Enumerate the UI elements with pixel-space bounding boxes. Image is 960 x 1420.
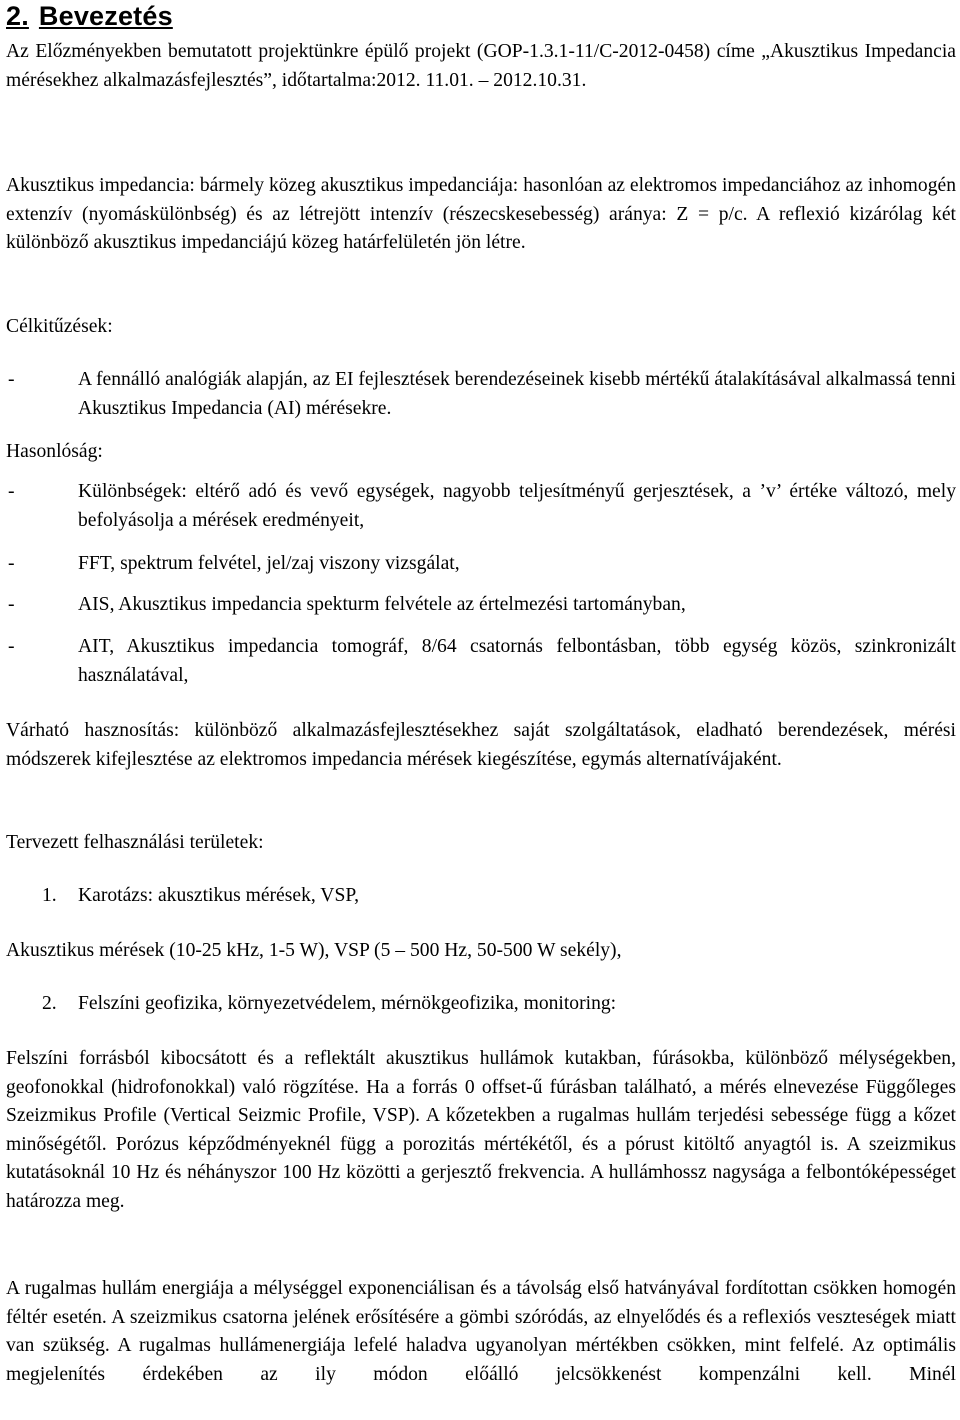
area-item-2 <box>6 990 956 1019</box>
area1-detail: Akusztikus mérések (10-25 kHz, 1-5 W), VSP (5 – 500 Hz, 50-500 W sekély), <box>6 940 622 961</box>
area-text: Felszíni geofizika, környezetvédelem, mérnökgeofizika, monitoring: <box>78 993 617 1014</box>
list-item-text: Különbségek: eltérő adó és vevő egységek, nagyobb teljesítményű gerjesztések, a ’v’ értéke változó, mely befolyásolja a mérések eredményeit, <box>78 481 956 531</box>
goals-list-item: - A fennálló analógiák alapján, az EI fejlesztések berendezéseinek kisebb mértékű átalakításával alkalmassá tenni Akusztikus Impedancia (AI) mérésekre. <box>6 366 956 423</box>
similarity-list-item: - FFT, spektrum felvétel, jel/zaj viszony vizsgálat, <box>6 550 956 579</box>
area-item-1 <box>6 882 956 911</box>
area-text: Karotázs: akusztikus mérések, VSP, <box>78 885 359 906</box>
list-item-text: AIS, Akusztikus impedancia spekturm felvétele az értelmezési tartományban, <box>78 594 686 615</box>
body-paragraph-2: A rugalmas hullám energiája a mélységgel exponenciálisan és a távolság első hatványával fordítottan csökken homogén féltér esetén. A szeizmikus csatorna jelének erősítésére a gömbi szóródás, az elnyelődés és a reflexiós veszteségek miatt van szükség. A rugalmas hullámenergiája lefelé haladva ugyanolyan mértékben csökken, mint felfelé. Az optimális megjelenítés érdekében az ily módon előálló jelcsökkenést kompenzálni kell. Minél <box>6 1278 956 1385</box>
similarity-list-item: - AIT, Akusztikus impedancia tomográf, 8/64 csatornás felbontásban, több egység közös, szinkronizált használatával, <box>6 633 956 690</box>
area-number: 1. <box>42 885 57 906</box>
areas-label: Tervezett felhasználási területek: <box>6 832 264 853</box>
section-heading <box>6 1 173 32</box>
goals-label: Célkitűzések: <box>6 316 113 337</box>
list-item-text: FFT, spektrum felvétel, jel/zaj viszony vizsgálat, <box>78 553 460 574</box>
similarity-list-item: - AIS, Akusztikus impedancia spekturm felvétele az értelmezési tartományban, <box>6 591 956 620</box>
intro-paragraph: Az Előzményekben bemutatott projektünkre épülő projekt (GOP-1.3.1-11/C-2012-0458) címe „Akusztikus Impedancia mérésekhez alkalmazásfejlesztés”, időtartalma:2012. 11.01. – 2012.10.31. <box>6 41 956 91</box>
section-title: Bevezetés <box>38 1 173 31</box>
list-item-text: A fennálló analógiák alapján, az EI fejlesztések berendezéseinek kisebb mértékű átalakításával alkalmassá tenni Akusztikus Impedancia (AI) mérésekre. <box>78 369 956 419</box>
expected-use-paragraph: Várható hasznosítás: különböző alkalmazásfejlesztésekhez saját szolgáltatások, eladható berendezések, mérési módszerek kifejlesztése az elektromos impedancia mérések kiegészítése, egymás alternatívájaként. <box>6 720 956 770</box>
section-number: 2. <box>6 1 29 31</box>
area-number: 2. <box>42 993 57 1014</box>
list-item-text: AIT, Akusztikus impedancia tomográf, 8/64 csatornás felbontásban, több egység közös, szinkronizált használatával, <box>78 636 956 686</box>
definition-paragraph: Akusztikus impedancia: bármely közeg akusztikus impedanciája: hasonlóan az elektromos impedanciához az inhomogén extenzív (nyomáskülönbség) és az létrejött intenzív (részecskesebesség) aránya: Z = p/c. A reflexió kizárólag két különböző akusztikus impedanciájú közeg határfelületén jön létre. <box>6 175 956 254</box>
body-paragraph-1: Felszíni forrásból kibocsátott és a reflektált akusztikus hullámok kutakban, fúrásokba, különböző mélységekben, geofonokkal (hidrofonokkal) való rögzítése. Ha a forrás 0 offset-ű fúrásban található, a mérés elnevezése Függőleges Szeizmikus Profile (Vertical Seizmic Profile, VSP). A kőzetekben a rugalmas hullám terjedési sebessége függ a kőzet minőségétől. Porózus képződményeknél függ a porozitás mértékétől, és a pórust kitöltő anyagtól is. A szeizmikus kutatásoknál 10 Hz és néhányszor 100 Hz közötti a gerjesztő frekvencia. A hullámhossz nagysága a felbontóképességet határozza meg. <box>6 1048 956 1212</box>
similarity-list-item: - Különbségek: eltérő adó és vevő egységek, nagyobb teljesítményű gerjesztések, a ’v’ értéke változó, mely befolyásolja a mérések eredményeit, <box>6 478 956 535</box>
similarity-label: Hasonlóság: <box>6 441 103 462</box>
